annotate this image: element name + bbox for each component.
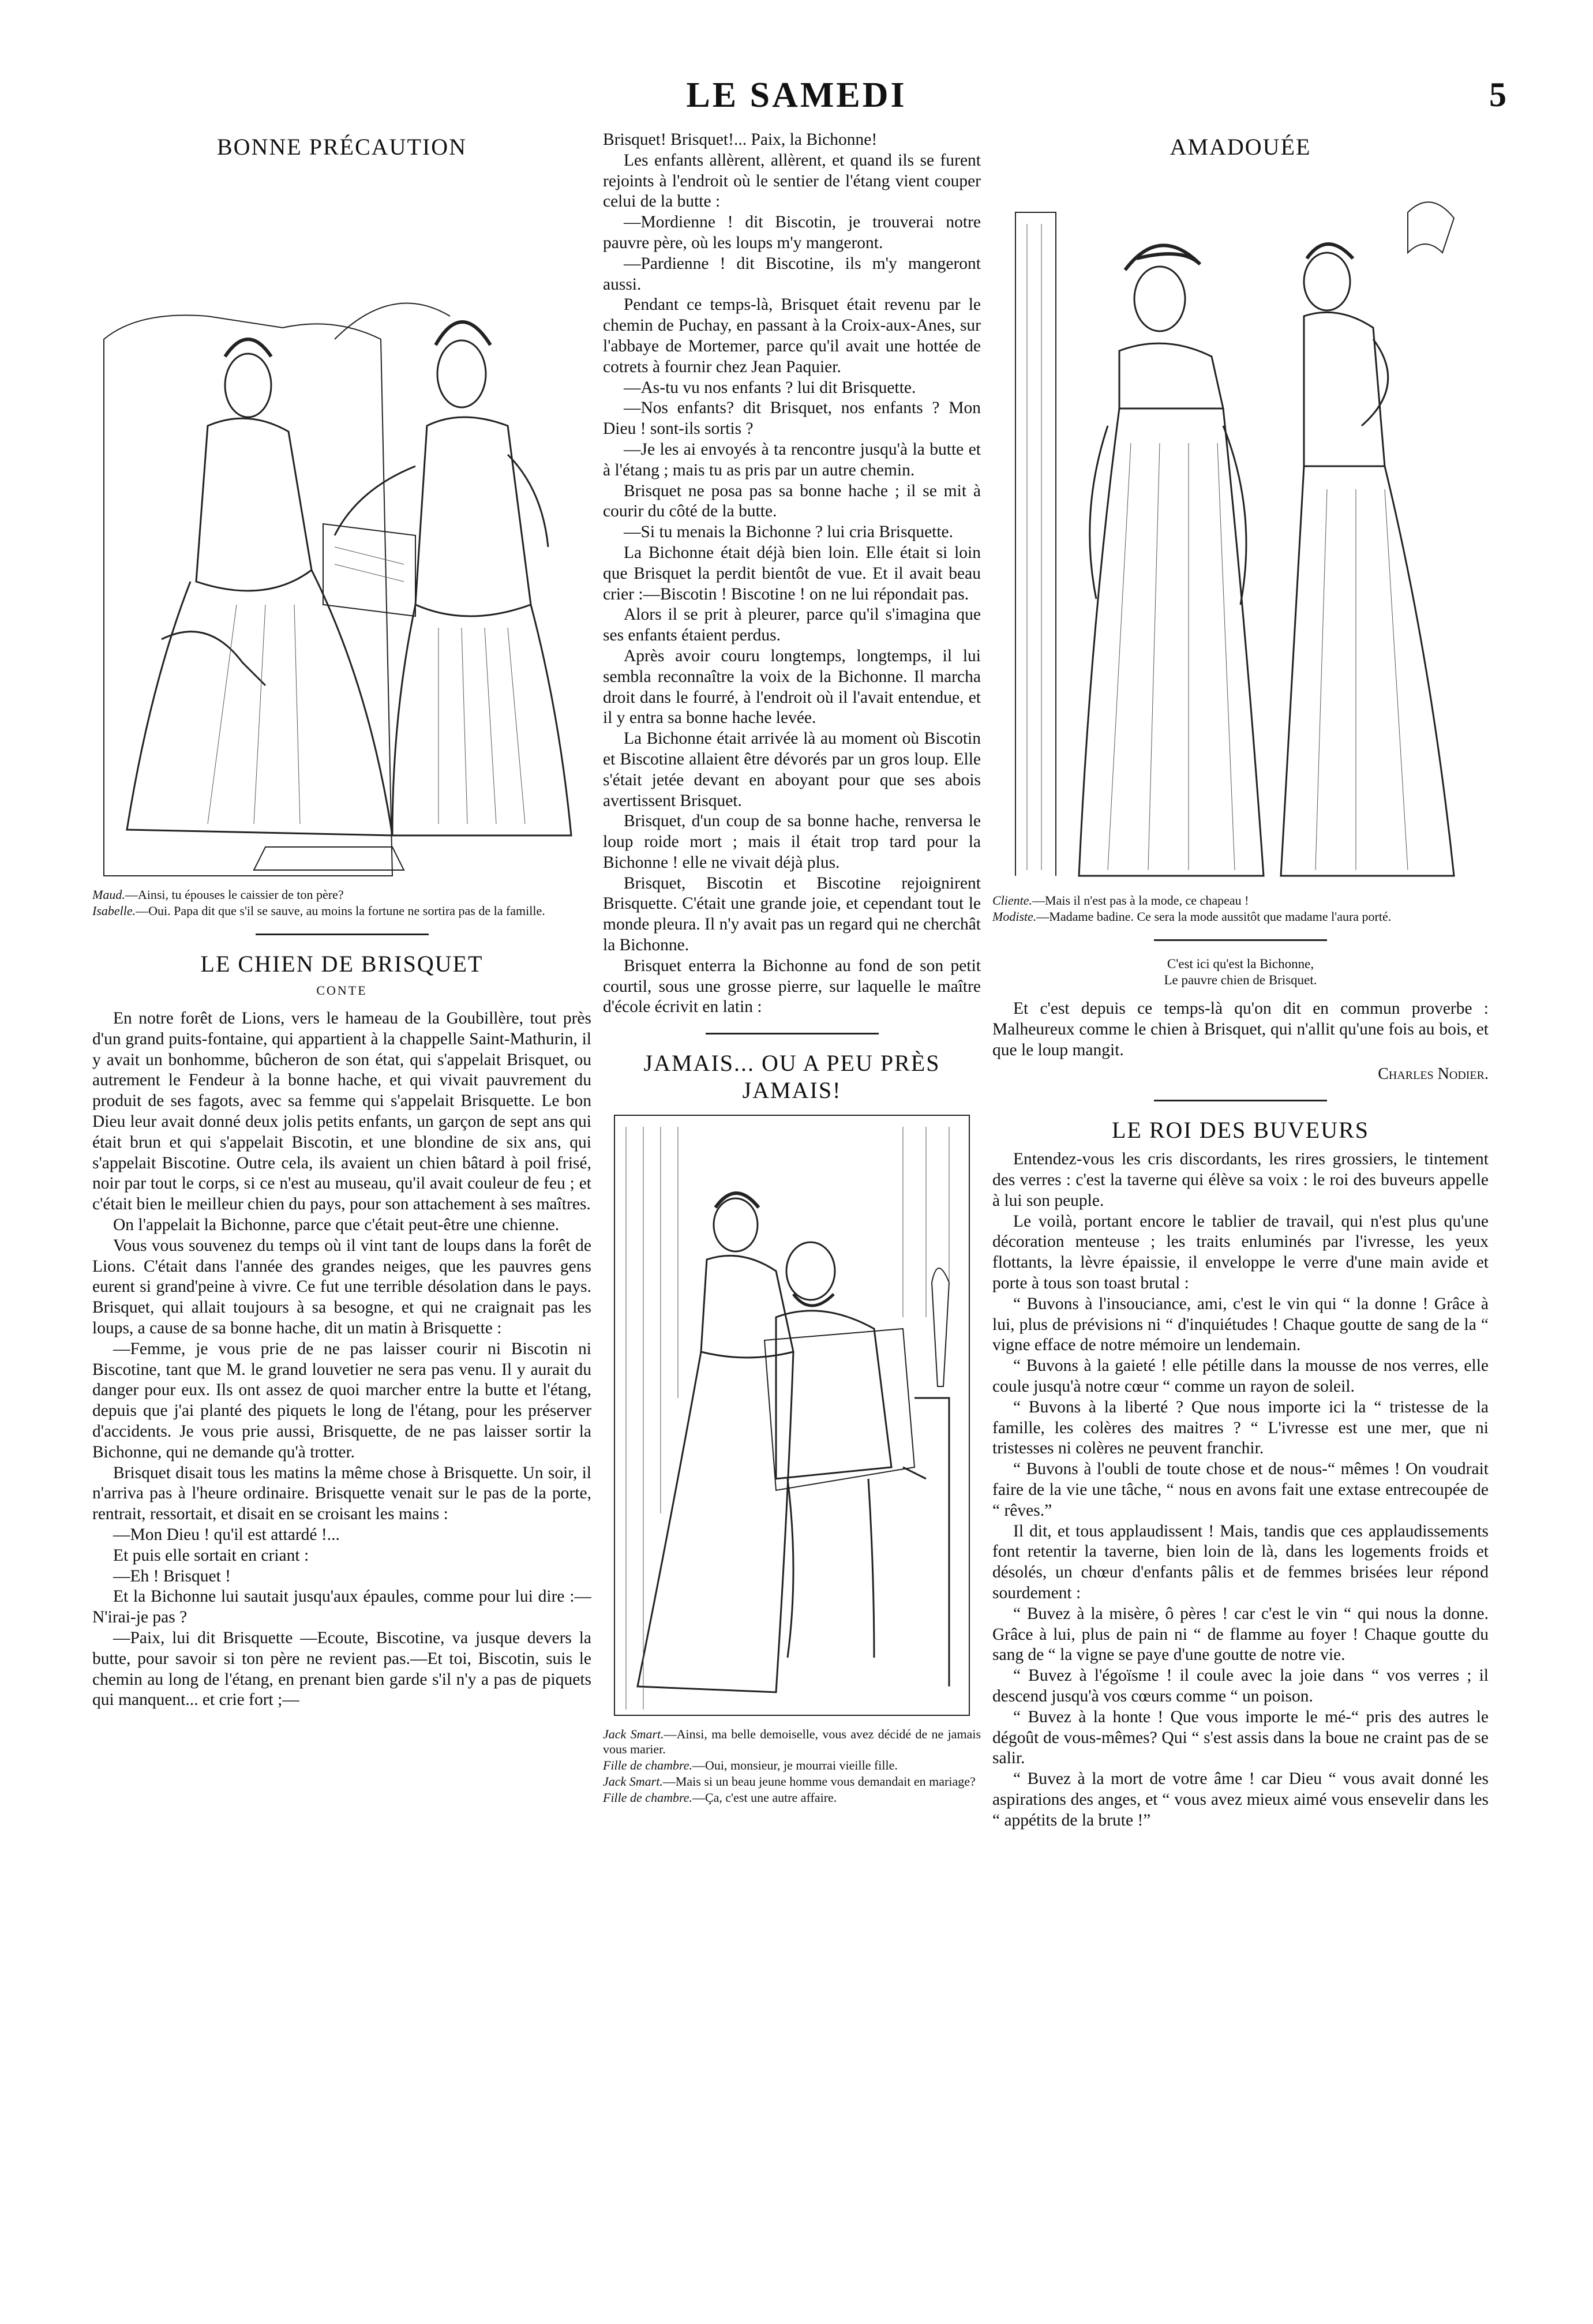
paragraph: “ Buvez à la misère, ô pères ! car c'est le vin “ qui nous la donne. Grâce à lui, plus de pain ni “ de flamme au foyer ! Chaque goutte du sang de “ la vigne se paye d'une goutte de notre vie. [992, 1604, 1489, 1665]
caption-speaker: Fille de chambre. [603, 1790, 692, 1805]
paragraph: Le voilà, portant encore le tablier de travail, qui n'est plus qu'une décoration menteuse ; les traits enluminés par l'ivresse, les yeux flottants, la lèvre épaissie, il enveloppe le verre d'une main avide et porte à tous son toast brutal : [992, 1212, 1489, 1292]
paragraph: Alors il se prit à pleurer, parce qu'il s'imagina que ses enfants étaient perdus. [603, 605, 981, 645]
paragraph: —Nos enfants? dit Brisquet, nos enfants ? Mon Dieu ! sont-ils sortis ? [603, 399, 981, 438]
paragraph: Vous vous souvenez du temps où il vint tant de loups dans la forêt de Lions. C'était dans l'année des grandes neiges, que les pauvres gens eurent si grand'peine à vivre. Ce fut une terrible désolation dans le pays. Brisquet, qui allait toujours à sa besogne, et qui ne craignait pas les loups, a cause de sa bonne hache, dit un matin à Brisquette : [92, 1236, 591, 1337]
paragraph: Brisquet enterra la Bichonne au fond de son petit courtil, sous une grosse pierre, sur laquelle le maître d'école écrivit en latin : [603, 956, 981, 1017]
caption-text: —Oui. Papa dit que s'il se sauve, au moins la fortune ne sortira pas de la famille. [136, 904, 545, 918]
story-title: LE CHIEN DE BRISQUET [200, 951, 483, 977]
paragraph: “ Buvons à l'insouciance, ami, c'est le vin qui “ la donne ! Grâce à lui, plus de prévisions ni “ d'inquiétudes ! Chaque goutte de sang de la “ vigne efface de notre mémoire un lendemain. [992, 1294, 1489, 1355]
paragraph: —Eh ! Brisquet ! [113, 1566, 231, 1585]
paragraph: —Pardienne ! dit Biscotine, ils m'y mangeront aussi. [603, 254, 981, 294]
caption-speaker: Isabelle. [92, 904, 136, 918]
cartoon-caption [92, 887, 591, 919]
caption-line [603, 1774, 981, 1789]
divider-rule [1154, 939, 1327, 941]
paragraph: —Mordienne ! dit Biscotin, je trouverai notre pauvre père, où les loups m'y mangeront. [603, 213, 981, 252]
caption-text: —Ça, c'est une autre affaire. [692, 1790, 837, 1805]
poem-title: LE ROI DES BUVEURS [1111, 1117, 1370, 1144]
caption-line [92, 887, 591, 902]
paragraph: “ Buvez à la honte ! Que vous importe le mé-“ pris des autres le dégoût de vous-mêmes? Qui “ s'est assis dans la boue ne craint pas de se salir. [992, 1707, 1489, 1768]
caption-speaker: Fille de chambre. [603, 1758, 692, 1773]
epitaph-line: C'est ici qu'est la Bichonne, [1167, 957, 1314, 971]
divider-rule [1154, 1100, 1327, 1101]
paragraph: —As-tu vu nos enfants ? lui dit Brisquette. [624, 378, 916, 397]
divider-rule [256, 934, 429, 935]
column-2 [603, 130, 981, 2249]
engraving-milliner-and-client [992, 166, 1489, 887]
paragraph: —Je les ai envoyés à ta rencontre jusqu'à la butte et à l'étang ; mais tu as pris par un autre chemin. [603, 440, 981, 479]
cartoon-title: BONNE PRÉCAUTION [216, 134, 467, 160]
cartoon-title: AMADOUÉE [1170, 134, 1311, 160]
author-signature: Charles Nodier. [1378, 1065, 1489, 1084]
cartoon-title: JAMAIS... OU A PEU PRÈS JAMAIS! [643, 1050, 940, 1104]
paragraph: Pendant ce temps-là, Brisquet était revenu par le chemin de Puchay, en passant à la Croix-aux-Anes, sur l'abbaye de Mortemer, parce qu'il avait une hottée de cotrets à fournir chez Jean Paquier. [603, 295, 981, 376]
caption-line [992, 893, 1489, 908]
paragraph: “ Buvez à l'égoïsme ! il coule avec la joie dans “ vos verres ; il descend jusqu'à vos cœurs comme “ un poison. [992, 1666, 1489, 1705]
caption-line [603, 1727, 981, 1757]
paragraph: En notre forêt de Lions, vers le hameau de la Goubillère, tout près d'un grand puits-fontaine, qui appartient à la chappelle Saint-Mathurin, il y avait un bonhomme, bûcheron de son état, qui s'appelait Brisquet, ou autrement le Fendeur à la bonne hache, et qui vivait pauvrement du produit de ses fagots, avec sa femme qui s'appelait Brisquette. Le bon Dieu leur avait donné deux jolis petits enfants, un garçon de sept ans qui était brun et qui s'appelait Biscotin, et une blondine de six ans, qui s'appelait Biscotine. Outre cela, ils avaient un chien bâtard à poil frisé, noir par tout le corps, si ce n'est au museau, qu'il avait couleur de feu ; et c'était bien le meilleur chien du pays, pour son attachement à ses maîtres. [92, 1009, 591, 1214]
paragraph: Et la Bichonne lui sautait jusqu'aux épaules, comme pour lui dire :—N'irai-je pas ? [92, 1587, 591, 1627]
paragraph: Les enfants allèrent, allèrent, et quand ils se furent rejoints à l'endroit où le sentier de l'étang vient couper celui de la butte : [603, 151, 981, 211]
paragraph: La Bichonne était arrivée là au moment où Biscotin et Biscotine allaient être dévorés par un gros loup. Elle s'était jetée devant en aboyant pour que ses abois avertissent Brisquet. [603, 729, 981, 810]
caption-speaker: Modiste. [992, 909, 1037, 924]
story-subtitle: CONTE [316, 983, 368, 998]
paragraph: “ Buvez à la mort de votre âme ! car Dieu “ vous avait donné les aspirations des anges, et “ vous avez mieux aimé vous ensevelir dans les “ appétits de la brute !” [992, 1770, 1489, 1830]
column-1 [92, 130, 591, 2249]
paragraph: On l'appelait la Bichonne, parce que c'était peut-être une chienne. [113, 1215, 560, 1234]
cartoon-caption [992, 893, 1489, 924]
caption-line [603, 1758, 981, 1773]
caption-speaker: Cliente. [992, 893, 1033, 908]
paragraph: Il dit, et tous applaudissent ! Mais, tandis que ces applaudissements font retentir la taverne, bien loin de là, dans les logements froids et désolés, un chœur d'enfants pâlis et de femmes brisées leur répond sourdement : [992, 1521, 1489, 1602]
paragraph: —Femme, je vous prie de ne pas laisser courir ni Biscotin ni Biscotine, tant que M. le grand louvetier ne sera pas venu. Il y aurait du danger pour eux. Ils ont assez de quoi marcher entre la butte et l'étang, depuis que j'ai planté des piquets le long de l'étang, pour les préserver d'accidents. Je vous prie aussi, Brisquette, de ne pas laisser sortir la Bichonne, qui ne demande qu'à trotter. [92, 1339, 591, 1461]
column-3 [992, 130, 1489, 2249]
page-number: 5 [1489, 76, 1506, 114]
newspaper-title: LE SAMEDI [686, 76, 907, 115]
divider-rule [706, 1033, 879, 1034]
caption-line [603, 1790, 981, 1805]
paragraph: Brisquet! Brisquet!... Paix, la Bichonne! [603, 130, 878, 149]
proverb-paragraph: Et c'est depuis ce temps-là qu'on dit en commun proverbe : Malheureux comme le chien à Brisquet, qui n'allit qu'une fois au bois, et que le loup mangit. [992, 999, 1489, 1059]
paragraph: Brisquet, d'un coup de sa bonne hache, renversa le loup roide mort ; mais il était trop tard pour la Bichonne ! elle ne vivait déjà plus. [603, 812, 981, 872]
caption-speaker: Jack Smart. [603, 1727, 664, 1742]
paragraph: Entendez-vous les cris discordants, les rires grossiers, le tintement des verres : c'est la taverne qui élève sa voix : le roi des buveurs appelle à lui son peuple. [992, 1150, 1489, 1210]
paragraph: Et puis elle sortait en criant : [113, 1546, 309, 1565]
cartoon-caption [603, 1727, 981, 1805]
caption-speaker: Maud. [92, 887, 125, 902]
caption-line [992, 909, 1489, 924]
paragraph: Après avoir couru longtemps, longtemps, il lui sembla reconnaître la voix de la Bichonne. Il marcha droit dans le fourré, à l'endroit où il l'avait entendue, et il y entra sa bonne hache levée. [603, 646, 981, 728]
paragraph: —Paix, lui dit Brisquette —Ecoute, Biscotine, va jusque devers la butte, pour savoir si ton père ne revient pas.—Et toi, Biscotin, suis le chemin au long de l'étang, en prenant bien garde s'il n'y a pas de piquets qui manquent... et crie fort ;— [92, 1628, 591, 1710]
caption-line [92, 904, 591, 919]
paragraph: La Bichonne était déjà bien loin. Elle était si loin que Brisquet la perdit bientôt de vue. Et il avait beau crier :—Biscotin ! Biscotine ! on ne lui répondait pas. [603, 543, 981, 604]
caption-text: —Madame badine. Ce sera la mode aussitôt que madame l'aura porté. [1036, 909, 1392, 924]
caption-text: —Mais si un beau jeune homme vous demandait en mariage? [662, 1774, 976, 1789]
paragraph: “ Buvons à l'oubli de toute chose et de nous-“ mêmes ! On voudrait faire de la vie une tâche, “ nous en avons fait une extase entrecoupée de “ rêves.” [992, 1460, 1489, 1520]
paragraph: —Mon Dieu ! qu'il est attardé !... [113, 1525, 340, 1544]
engraving-maid-and-gentleman [603, 1109, 981, 1721]
paragraph: —Si tu menais la Bichonne ? lui cria Brisquette. [624, 523, 954, 542]
caption-speaker: Jack Smart. [603, 1774, 663, 1789]
caption-text: —Ainsi, tu épouses le caissier de ton père? [125, 887, 344, 902]
paragraph: “ Buvons à la liberté ? Que nous importe ici la “ tristesse de la famille, les colères des maitres ? “ L'ivresse est une mer, que ni tristesses ni colères ne peuvent franchir. [992, 1397, 1489, 1458]
paragraph: Brisquet, Biscotin et Biscotine rejoignirent Brisquette. C'était une grande joie, et cependant tout le monde pleura. Il n'y avait pas un regard qui ne cherchât la Bichonne. [603, 874, 981, 955]
caption-text: —Mais il n'est pas à la mode, ce chapeau ! [1032, 893, 1249, 908]
masthead [0, 75, 1593, 121]
engraving-two-women [92, 166, 591, 882]
epitaph-line: Le pauvre chien de Brisquet. [1164, 973, 1317, 987]
paragraph: Brisquet disait tous les matins la même chose à Brisquette. Un soir, il n'arriva pas à l'heure ordinaire. Brisquette venait sur le pas de la porte, rentrait, ressortait, et disait en se croisant les mains : [92, 1463, 591, 1524]
paragraph: “ Buvons à la gaieté ! elle pétille dans la mousse de nos verres, elle coule jusqu'à notre cœur “ comme un rayon de soleil. [992, 1356, 1489, 1396]
paragraph: Brisquet ne posa pas sa bonne hache ; il se mit à courir du côté de la butte. [603, 481, 981, 521]
caption-text: —Oui, monsieur, je mourrai vieille fille. [692, 1758, 898, 1773]
caption-text: —Ainsi, ma belle demoiselle, vous avez décidé de ne jamais vous marier. [603, 1727, 981, 1757]
